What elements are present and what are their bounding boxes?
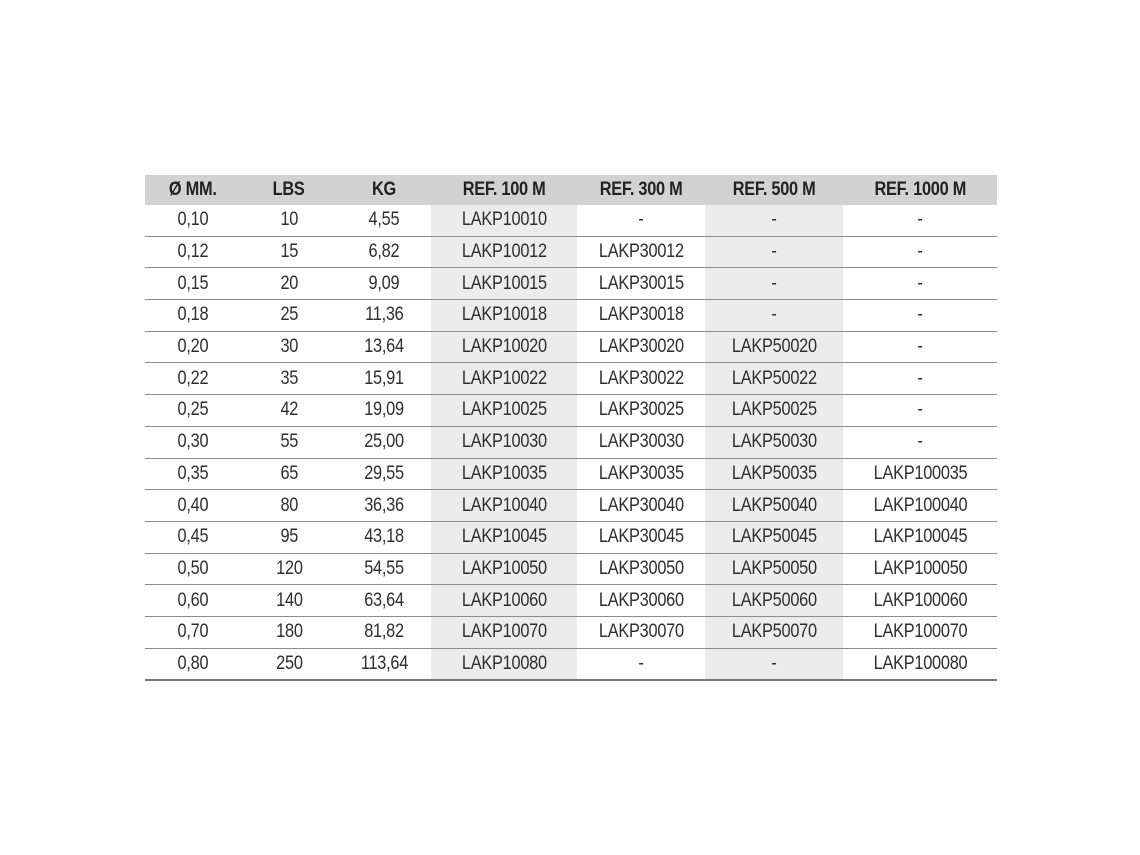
cell-diameter: 0,18 [145,300,241,332]
cell-ref-1000m: - [843,395,997,427]
table-row [145,268,997,300]
header-ref-100m: REF. 100 M [431,175,577,205]
header-row [145,175,997,205]
cell-ref-500m: LAKP50035 [705,458,843,490]
cell-ref-300m: LAKP30020 [577,331,705,363]
cell-ref-100m: LAKP10022 [431,363,577,395]
table-row [145,426,997,458]
cell-kg: 113,64 [337,648,431,680]
cell-lbs: 80 [241,490,337,522]
cell-ref-300m: LAKP30030 [577,426,705,458]
cell-diameter: 0,20 [145,331,241,363]
cell-lbs: 140 [241,585,337,617]
cell-ref-1000m: LAKP100050 [843,553,997,585]
cell-ref-300m: LAKP30050 [577,553,705,585]
table-row [145,300,997,332]
cell-diameter: 0,25 [145,395,241,427]
cell-ref-100m: LAKP10035 [431,458,577,490]
cell-lbs: 20 [241,268,337,300]
cell-lbs: 180 [241,616,337,648]
cell-lbs: 10 [241,205,337,236]
cell-ref-1000m: LAKP100040 [843,490,997,522]
cell-ref-100m: LAKP10080 [431,648,577,680]
cell-ref-1000m: LAKP100035 [843,458,997,490]
table-row [145,458,997,490]
cell-diameter: 0,80 [145,648,241,680]
line-spec-table [145,175,997,681]
cell-lbs: 65 [241,458,337,490]
table-header [145,175,997,205]
cell-ref-1000m: - [843,363,997,395]
cell-ref-1000m: LAKP100070 [843,616,997,648]
cell-kg: 6,82 [337,236,431,268]
table-row [145,205,997,236]
cell-lbs: 15 [241,236,337,268]
table-body [145,205,997,680]
cell-ref-300m: LAKP30040 [577,490,705,522]
cell-lbs: 95 [241,521,337,553]
header-lbs: LBS [241,175,337,205]
cell-kg: 54,55 [337,553,431,585]
cell-ref-1000m: - [843,331,997,363]
cell-ref-300m: LAKP30025 [577,395,705,427]
cell-ref-1000m: - [843,426,997,458]
table-row [145,236,997,268]
cell-ref-500m: LAKP50060 [705,585,843,617]
header-ref-500m: REF. 500 M [705,175,843,205]
cell-ref-100m: LAKP10050 [431,553,577,585]
cell-kg: 13,64 [337,331,431,363]
cell-kg: 25,00 [337,426,431,458]
table-row [145,648,997,680]
cell-lbs: 55 [241,426,337,458]
cell-ref-500m: LAKP50070 [705,616,843,648]
cell-kg: 81,82 [337,616,431,648]
table-row [145,521,997,553]
cell-ref-300m: LAKP30045 [577,521,705,553]
cell-ref-500m: - [705,300,843,332]
cell-kg: 63,64 [337,585,431,617]
table-row [145,553,997,585]
header-ref-1000m: REF. 1000 M [843,175,997,205]
cell-diameter: 0,60 [145,585,241,617]
cell-ref-100m: LAKP10025 [431,395,577,427]
cell-ref-500m: - [705,205,843,236]
cell-ref-300m: LAKP30070 [577,616,705,648]
cell-ref-1000m: LAKP100060 [843,585,997,617]
table-row [145,585,997,617]
cell-kg: 19,09 [337,395,431,427]
cell-lbs: 250 [241,648,337,680]
cell-ref-300m: LAKP30012 [577,236,705,268]
cell-ref-300m: LAKP30015 [577,268,705,300]
cell-ref-300m: LAKP30022 [577,363,705,395]
cell-ref-500m: - [705,236,843,268]
cell-ref-100m: LAKP10060 [431,585,577,617]
cell-ref-1000m: - [843,268,997,300]
cell-lbs: 30 [241,331,337,363]
table-row [145,490,997,522]
cell-ref-1000m: - [843,205,997,236]
cell-ref-300m: LAKP30035 [577,458,705,490]
cell-ref-1000m: LAKP100080 [843,648,997,680]
cell-ref-100m: LAKP10030 [431,426,577,458]
cell-ref-500m: LAKP50050 [705,553,843,585]
cell-lbs: 42 [241,395,337,427]
cell-ref-500m: LAKP50040 [705,490,843,522]
cell-kg: 36,36 [337,490,431,522]
cell-ref-500m: LAKP50025 [705,395,843,427]
cell-ref-1000m: - [843,300,997,332]
cell-ref-100m: LAKP10018 [431,300,577,332]
cell-ref-500m: LAKP50030 [705,426,843,458]
header-kg: KG [337,175,431,205]
cell-kg: 29,55 [337,458,431,490]
cell-diameter: 0,22 [145,363,241,395]
cell-kg: 9,09 [337,268,431,300]
cell-ref-100m: LAKP10020 [431,331,577,363]
cell-ref-100m: LAKP10010 [431,205,577,236]
cell-diameter: 0,45 [145,521,241,553]
cell-diameter: 0,15 [145,268,241,300]
cell-ref-100m: LAKP10040 [431,490,577,522]
cell-ref-300m: LAKP30060 [577,585,705,617]
cell-ref-500m: LAKP50022 [705,363,843,395]
cell-kg: 43,18 [337,521,431,553]
cell-ref-500m: - [705,648,843,680]
cell-diameter: 0,12 [145,236,241,268]
cell-diameter: 0,40 [145,490,241,522]
header-ref-300m: REF. 300 M [577,175,705,205]
cell-ref-300m: - [577,648,705,680]
cell-ref-500m: LAKP50045 [705,521,843,553]
cell-diameter: 0,70 [145,616,241,648]
cell-ref-100m: LAKP10012 [431,236,577,268]
table-row [145,331,997,363]
table-row [145,616,997,648]
cell-ref-1000m: - [843,236,997,268]
cell-ref-300m: LAKP30018 [577,300,705,332]
header-diameter: Ø MM. [145,175,241,205]
cell-lbs: 120 [241,553,337,585]
cell-kg: 4,55 [337,205,431,236]
cell-diameter: 0,50 [145,553,241,585]
cell-kg: 11,36 [337,300,431,332]
cell-diameter: 0,35 [145,458,241,490]
cell-ref-100m: LAKP10045 [431,521,577,553]
cell-ref-100m: LAKP10015 [431,268,577,300]
cell-lbs: 25 [241,300,337,332]
cell-diameter: 0,10 [145,205,241,236]
cell-lbs: 35 [241,363,337,395]
cell-ref-500m: - [705,268,843,300]
cell-kg: 15,91 [337,363,431,395]
cell-ref-500m: LAKP50020 [705,331,843,363]
cell-ref-1000m: LAKP100045 [843,521,997,553]
table-row [145,395,997,427]
cell-diameter: 0,30 [145,426,241,458]
cell-ref-100m: LAKP10070 [431,616,577,648]
cell-ref-300m: - [577,205,705,236]
table-row [145,363,997,395]
